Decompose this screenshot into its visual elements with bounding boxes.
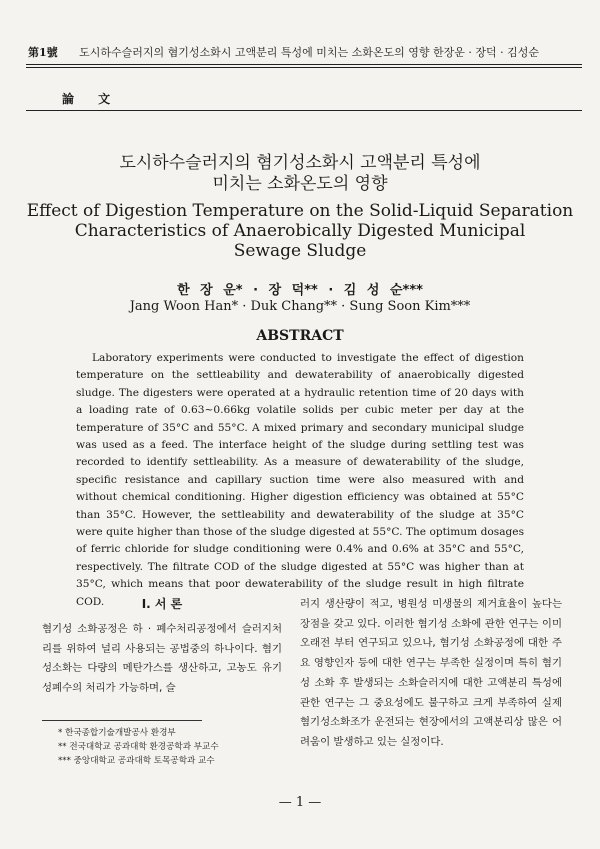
title-english-line1: Effect of Digestion Temperature on the Solid-Liquid Separation — [26, 201, 574, 221]
article-type-label: 論 文 — [62, 92, 121, 106]
footnote-1: * 한국종합기술개발공사 환경부 — [58, 728, 176, 738]
authors-english: Jang Woon Han* · Duk Chang** · Sung Soon Kim*** — [129, 299, 471, 314]
title-english-line2: Characteristics of Anaerobically Digested Municipal — [74, 221, 526, 241]
running-header-text: 도시하수슬러지의 혐기성소화시 고액분리 특성에 미치는 소화온도의 영향 한장운 · 장덕 · 김성순 — [79, 46, 540, 59]
title-korean-line1: 도시하수슬러지의 혐기성소화시 고액분리 특성에 — [119, 153, 481, 173]
header-rule-bottom — [26, 67, 582, 68]
header-rule-top — [26, 64, 582, 65]
running-header — [28, 44, 580, 60]
abstract-body — [76, 350, 524, 611]
authors-korean: 한 장 운* · 장 덕** · 김 성 순*** — [177, 283, 423, 298]
title-korean-line2: 미치는 소화온도의 영향 — [212, 174, 388, 194]
label-rule — [26, 110, 582, 111]
footnote-rule — [42, 720, 202, 721]
abstract-heading: ABSTRACT — [256, 328, 344, 344]
intro-left-column: 혐기성 소화공정은 하 · 폐수처리공정에서 슬러지처리를 위하여 널리 사용되는 공법중의 하나이다. 혐기성소화는 다량의 메탄가스를 생산하고, 고농도 유기성폐수의 처리가 가능하며, 슬 — [42, 623, 282, 694]
intro-right-column: 러지 생산량이 적고, 병원성 미생물의 제거효율이 높다는 장점을 갖고 있다. 이러한 혐기성 소화에 관한 연구는 이미 오래전 부터 연구되고 있으나, 혐기성 소화공정에 대한 주요 영향인자 등에 대한 연구는 부족한 실정이며 특히 혐기성 소화 후 발생되는 소화슬러지에 대한 고액분리 특성에 관한 연구는 그 중요성에도 불구하고 크게 부족하여 실제 혐기성소화조가 운전되는 현장에서의 고액분리상 많은 어려움이 발생하고 있는 실정이다. — [300, 598, 562, 748]
title-english-line3: Sewage Sludge — [233, 241, 367, 261]
volume-number: 第1號 — [28, 46, 58, 59]
section-heading-introduction: I. 서 론 — [141, 597, 183, 611]
page-number: — 1 — — [278, 795, 322, 810]
footnote-2: ** 전국대학교 공과대학 환경공학과 부교수 — [58, 742, 219, 752]
abstract-text: Laboratory experiments were conducted to investigate the effect of digestion temperature on the settleability and dewaterability of anaerobically digested sludge. The digesters were operated at a hydraulic retention time of 20 days with a loading rate of 0.63~0.66kg volatile solids per cubic meter per day at the temperature of 35°C and 55°C. A mixed primary and secondary municipal sludge was used as a feed. The interface height of the sludge during settling test was recorded to identify settleability. As a measure of dewaterability of the sludge, specific resistance and capillary suction time were also measured with and without chemical conditioning. Higher digestion efficiency was obtained at 55°C than 35°C. However, the settleability and dewaterability of the sludge at 35°C were quite higher than those of the sludge digested at 55°C. The optimum dosages of ferric chloride for sludge conditioning were 0.4% and 0.6% at 35°C and 55°C, respectively. The filtrate COD of the sludge digested at 55°C was higher than at 35°C, which means that poor dewaterability of the sludge result in high filtrate COD. — [76, 352, 524, 608]
footnote-3: *** 중앙대학교 공과대학 토목공학과 교수 — [58, 756, 215, 766]
